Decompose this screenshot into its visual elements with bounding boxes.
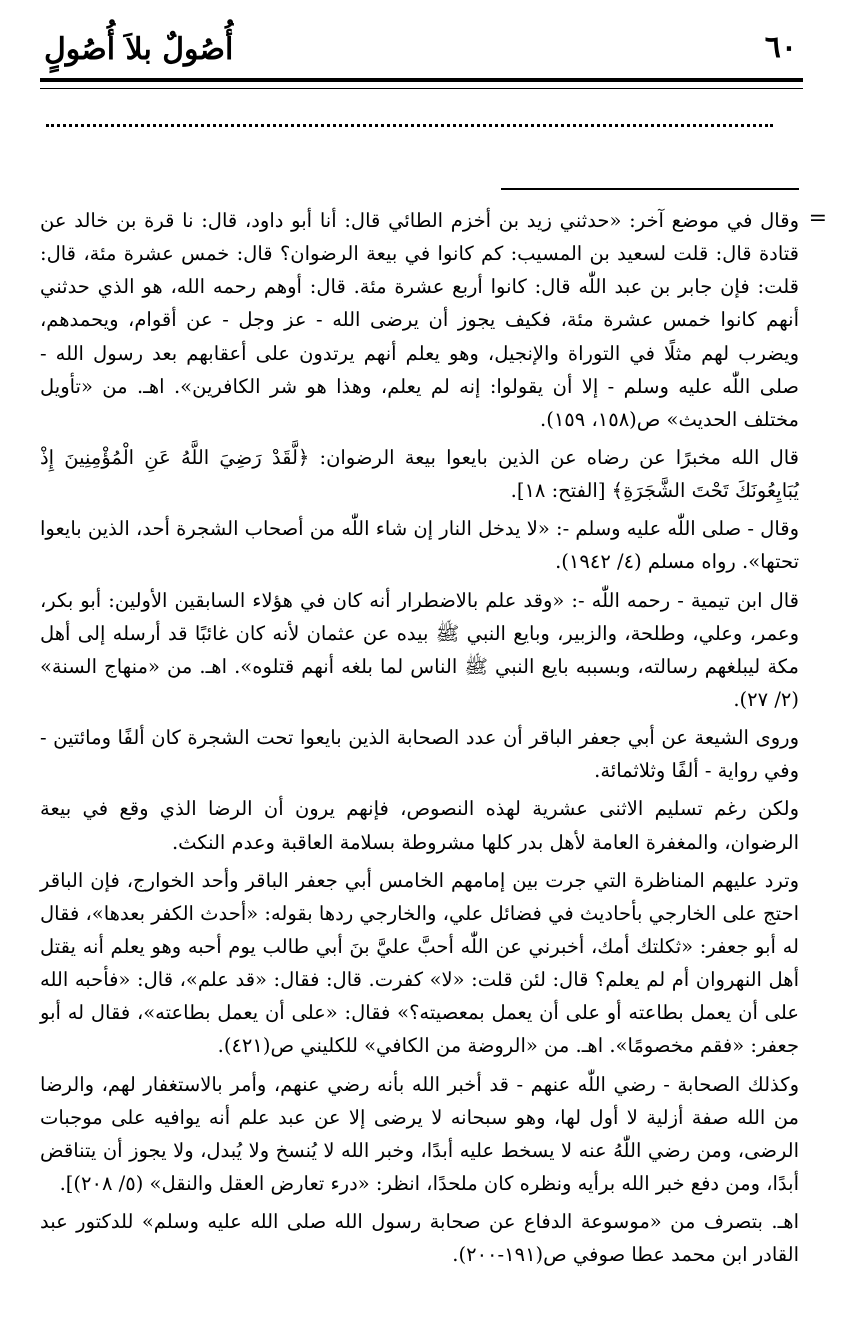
paragraph-6: ولكن رغم تسليم الاثنى عشرية لهذه النصوص، فإنهم يرون أن الرضا الذي وقع في بيعة الرضوان، والمغفرة العامة لأهل بدر كلها مشروطة بسلامة العاقبة وعدم النكث. (40, 797, 799, 854)
dotted-separator (46, 124, 773, 127)
header-rule-thick (40, 78, 803, 82)
paragraph-8: وكذلك الصحابة - رضي اللّٰه عنهم - قد أخبر الله بأنه رضي عنهم، وأمر بالاستغفار لهم، والرضا من الله صفة أزلية لا أول لها، وهو سبحانه لا يرضى إلا عن عبد علم أنه يوافيه على موجبات الرضى، ومن رضي اللّٰهُ عنه لا يسخط عليه أبدًا، وخبر الله لا يُنسخ ولا يُبدل، ولا يجوز أن يتناقض أبدًا، ومن دفع خبر الله برأيه ونظره كان ملحدًا، انظر: «درء تعارض العقل والنقل» (٥/ ٢٠٨)]. (40, 1072, 799, 1195)
paragraph-1: وقال في موضع آخر: «حدثني زيد بن أخزم الطائي قال: أنا أبو داود، قال: نا قرة بن خالد عن قتادة قال: قلت لسعيد بن المسيب: كم كانوا في بيعة الرضوان؟ قال: خمس عشرة مئة، قال: قلت: فإن جابر بن عبد اللّٰه قال: كانوا أربع عشرة مئة. قال: أوهم رحمه الله، هو الذي حدثني أنهم كانوا خمس عشرة مئة، فكيف يجوز أن يرضى الله - عز وجل - عن أقوام، ويحمدهم، ويضرب لهم مثلًا في التوراة والإنجيل، وهو يعلم أنهم يرتدون على أعقابهم بعد رسول الله - صلى اللّٰه عليه وسلم - إلا أن يقولوا: إنه لم يعلم، وهذا هو شر الكافرين». اهـ. من «تأويل مختلف الحديث» ص(١٥٨، ١٥٩). (40, 209, 799, 431)
page-header (40, 30, 803, 74)
paragraph-2: قال الله مخبرًا عن رضاه عن الذين بايعوا بيعة الرضوان: ﴿لَّقَدْ رَضِيَ اللَّهُ عَنِ الْمُؤْمِنِينَ إِذْ يُبَايِعُونَكَ تَحْتَ الشَّجَرَةِ﴾ [الفتح: ١٨]. (40, 445, 799, 503)
paragraph-4: قال ابن تيمية - رحمه اللّٰه -: «وقد علم بالاضطرار أنه كان في هؤلاء السابقين الأولين: أبو بكر، وعمر، وعلي، وطلحة، والزبير، وبايع النبي ﷺ بيده عن عثمان لأنه كان غائبًا قد أرسله إلى أهل مكة ليبلغهم رسالته، وبسببه بايع النبي ﷺ الناس لما بلغه أنهم قتلوه». اهـ. من «منهاج السنة» (٢/ ٢٧). (40, 588, 799, 711)
footnote-rule (501, 188, 799, 190)
header-rule-thin (40, 88, 803, 89)
paragraph-5: وروى الشيعة عن أبي جعفر الباقر أن عدد الصحابة الذين بايعوا تحت الشجرة كان ألفًا ومائتين - وفي رواية - ألفًا وثلاثمائة. (40, 726, 799, 783)
paragraph-9: اهـ. بتصرف من «موسوعة الدفاع عن صحابة رسول الله صلى الله عليه وسلم» للدكتور عبد القادر ابن محمد عطا صوفي ص(١٩١-٢٠٠). (40, 1210, 799, 1267)
page-number: ٦٠ (764, 30, 797, 65)
running-title: أُصُولٌ بلاَ أُصُولٍ (44, 32, 234, 67)
paragraph-3: وقال - صلى اللّٰه عليه وسلم -: «لا يدخل النار إن شاء اللّٰه من أصحاب الشجرة أحد، الذين بايعوا تحتها». رواه مسلم (٤/ ١٩٤٢). (40, 517, 799, 574)
paragraph-7: وترد عليهم المناظرة التي جرت بين إمامهم الخامس أبي جعفر الباقر وأحد الخوارج، فإن الباقر احتج على الخارجي بأحاديث في فضائل علي، والخارجي ردها بقوله: «أحدث الكفر بعدها»، فقال له أبو جعفر: «ثكلتك أمك، أخبرني عن اللّٰه أحبَّ عليَّ بنَ أبي طالب يوم أحبه وهو يعلم أنه يقتل أهل النهروان أم لم يعلم؟ قال: لئن قلت: «لا» كفرت. قال: فقال: «قد علم»، قال: «فأحبه الله على أن يعمل بطاعته أو على أن يعمل بمعصيته؟» فقال: «على أن يعمل بطاعته»، فقال له أبو جعفر: «فقم مخصومًا». اهـ. من «الروضة من الكافي» للكليني ص(٤٢١). (40, 868, 799, 1058)
footnote-body (40, 204, 799, 1276)
footnote-continuation-marker: = (808, 206, 827, 231)
